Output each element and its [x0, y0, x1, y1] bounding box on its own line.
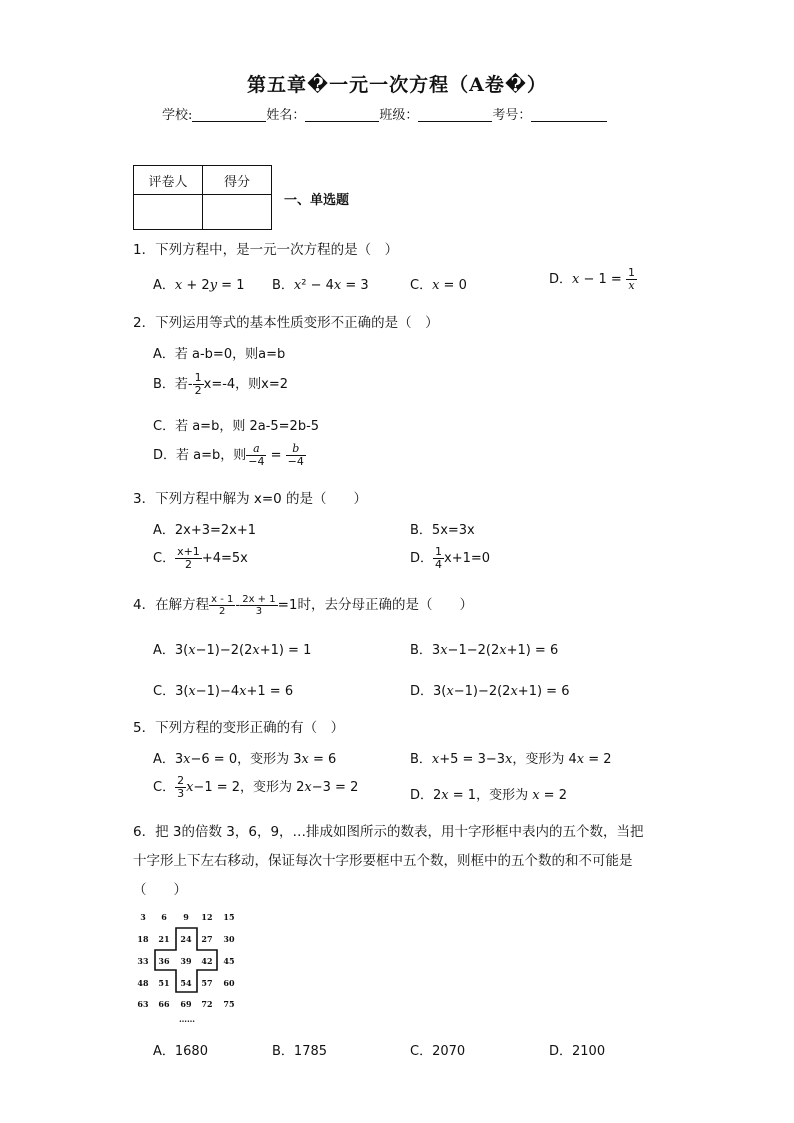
- question-4-stem-b: =1时，去分母正确的是（ ）: [277, 597, 474, 613]
- grid-number: 36: [158, 956, 170, 966]
- grader-cell[interactable]: [134, 195, 203, 230]
- grid-number: 48: [137, 978, 149, 988]
- score-header: 得分: [203, 166, 272, 195]
- score-table: [133, 165, 272, 230]
- question-4-option-b[interactable]: B．3x−1−2(2x+1) = 6: [410, 643, 559, 658]
- class-label: 班级：: [379, 108, 419, 123]
- school-blank[interactable]: [192, 107, 266, 122]
- question-2-option-a[interactable]: A．若 a-b=0，则a=b: [153, 347, 286, 362]
- question-6-stem: [133, 818, 663, 905]
- name-blank[interactable]: [305, 107, 379, 122]
- grid-number: 9: [183, 912, 189, 922]
- grid-number: 66: [158, 999, 170, 1009]
- grid-number: 15: [223, 912, 235, 922]
- question-3-option-d[interactable]: D． $\frac{1}{4}$ x+1=0: [410, 545, 491, 572]
- question-4-option-c[interactable]: C．3(x−1)−4x+1 = 6: [153, 684, 294, 699]
- grid-number: 45: [223, 956, 235, 966]
- grid-number: 33: [137, 956, 149, 966]
- question-3-stem: 3．下列方程中解为 x=0 的是（ ）: [133, 491, 368, 507]
- question-1-option-d[interactable]: D．x − 1 = $\frac{1}{x}$: [549, 266, 635, 293]
- question-5-stem: 5．下列方程的变形正确的有（ ）: [133, 720, 345, 736]
- grid-number: 3: [140, 912, 146, 922]
- section-heading: 一、单选题: [284, 193, 350, 208]
- page-title: 第五章�一元一次方程（A卷�）: [246, 74, 548, 96]
- student-info-line: [162, 104, 607, 123]
- question-2-option-b[interactable]: B．若- $\frac{1}{2}$ x=-4，则x=2: [153, 371, 289, 398]
- grid-number: 42: [201, 956, 213, 966]
- grid-number: 51: [158, 978, 170, 988]
- grid-number: 39: [180, 956, 192, 966]
- question-3-option-a[interactable]: A．2x+3=2x+1: [153, 523, 257, 538]
- grid-number: 21: [158, 934, 170, 944]
- exam-no-label: 考号：: [492, 108, 532, 123]
- grid-number: 72: [201, 999, 213, 1009]
- name-label: 姓名：: [266, 108, 306, 123]
- score-cell[interactable]: [203, 195, 272, 230]
- question-3-option-b[interactable]: B．5x=3x: [410, 523, 475, 538]
- grid-number: 63: [137, 999, 149, 1009]
- grid-number: 24: [180, 934, 192, 944]
- grid-number: 54: [180, 978, 192, 988]
- grid-ellipsis: ……: [179, 1014, 195, 1024]
- grid-number: 57: [201, 978, 213, 988]
- question-6-option-a[interactable]: A．1680: [153, 1044, 208, 1059]
- question-1-option-b[interactable]: B．x² − 4x = 3: [272, 278, 369, 293]
- question-4-option-a[interactable]: A．3(x−1)−2(2x+1) = 1: [153, 643, 312, 658]
- question-4-stem-a: 4．在解方程: [133, 597, 210, 613]
- question-2-option-d[interactable]: D．若 a=b，则 $\frac{a}{-4}$ = $\frac{b}{-4}$: [153, 442, 304, 469]
- question-4-option-d[interactable]: D．3(x−1)−2(2x+1) = 6: [410, 684, 570, 699]
- question-1-option-a[interactable]: A．x + 2y = 1: [153, 278, 245, 293]
- question-2-stem: 2．下列运用等式的基本性质变形不正确的是（ ）: [133, 315, 439, 331]
- question-2-option-c[interactable]: C．若 a=b，则 2a-5=2b-5: [153, 419, 320, 434]
- question-1-stem: 1．下列方程中，是一元一次方程的是（ ）: [133, 242, 399, 258]
- grid-number: 6: [161, 912, 167, 922]
- question-6-option-d[interactable]: D．2100: [549, 1044, 606, 1059]
- grid-number: 75: [223, 999, 235, 1009]
- grid-number: 69: [180, 999, 192, 1009]
- question-6-option-c[interactable]: C．2070: [410, 1044, 466, 1059]
- grid-number: 30: [223, 934, 235, 944]
- school-label: 学校:: [162, 108, 193, 123]
- question-6-line-1: 6．把 3的倍数 3，6，9，…排成如图所示的数表，用十字形框中表内的五个数，当把: [133, 824, 644, 840]
- question-1-option-c[interactable]: C．x = 0: [410, 278, 467, 293]
- exam-no-blank[interactable]: [531, 107, 607, 122]
- question-5-option-c[interactable]: C． $\frac{2}{3}$ x−1 = 2，变形为 2x−3 = 2: [153, 774, 359, 801]
- grader-header: 评卷人: [134, 166, 203, 195]
- question-6-line-2: 十字形上下左右移动，保证每次十字形要框中五个数，则框中的五个数的和不可能是: [133, 853, 633, 869]
- question-5-option-a[interactable]: A．3x−6 = 0，变形为 3x = 6: [153, 752, 337, 767]
- grid-number: 27: [201, 934, 213, 944]
- question-5-option-b[interactable]: B．x+5 = 3−3x，变形为 4x = 2: [410, 752, 612, 767]
- number-grid-figure: [133, 906, 241, 1026]
- question-3-option-c[interactable]: C． $\frac{x+1}{2}$ +4=5x: [153, 545, 248, 572]
- question-4-stem: 4．在解方程 $\frac{x - 1}{2}$ - $\frac{2x + 1}{3}$ =1时，去分母正确的是（ ）: [133, 593, 474, 617]
- grid-number: 18: [137, 934, 149, 944]
- question-6-line-3: （ ）: [133, 882, 187, 898]
- question-5-option-d[interactable]: D．2x = 1，变形为 x = 2: [410, 788, 567, 803]
- grid-number: 60: [223, 978, 235, 988]
- question-6-option-b[interactable]: B．1785: [272, 1044, 328, 1059]
- class-blank[interactable]: [418, 107, 492, 122]
- grid-number: 12: [201, 912, 213, 922]
